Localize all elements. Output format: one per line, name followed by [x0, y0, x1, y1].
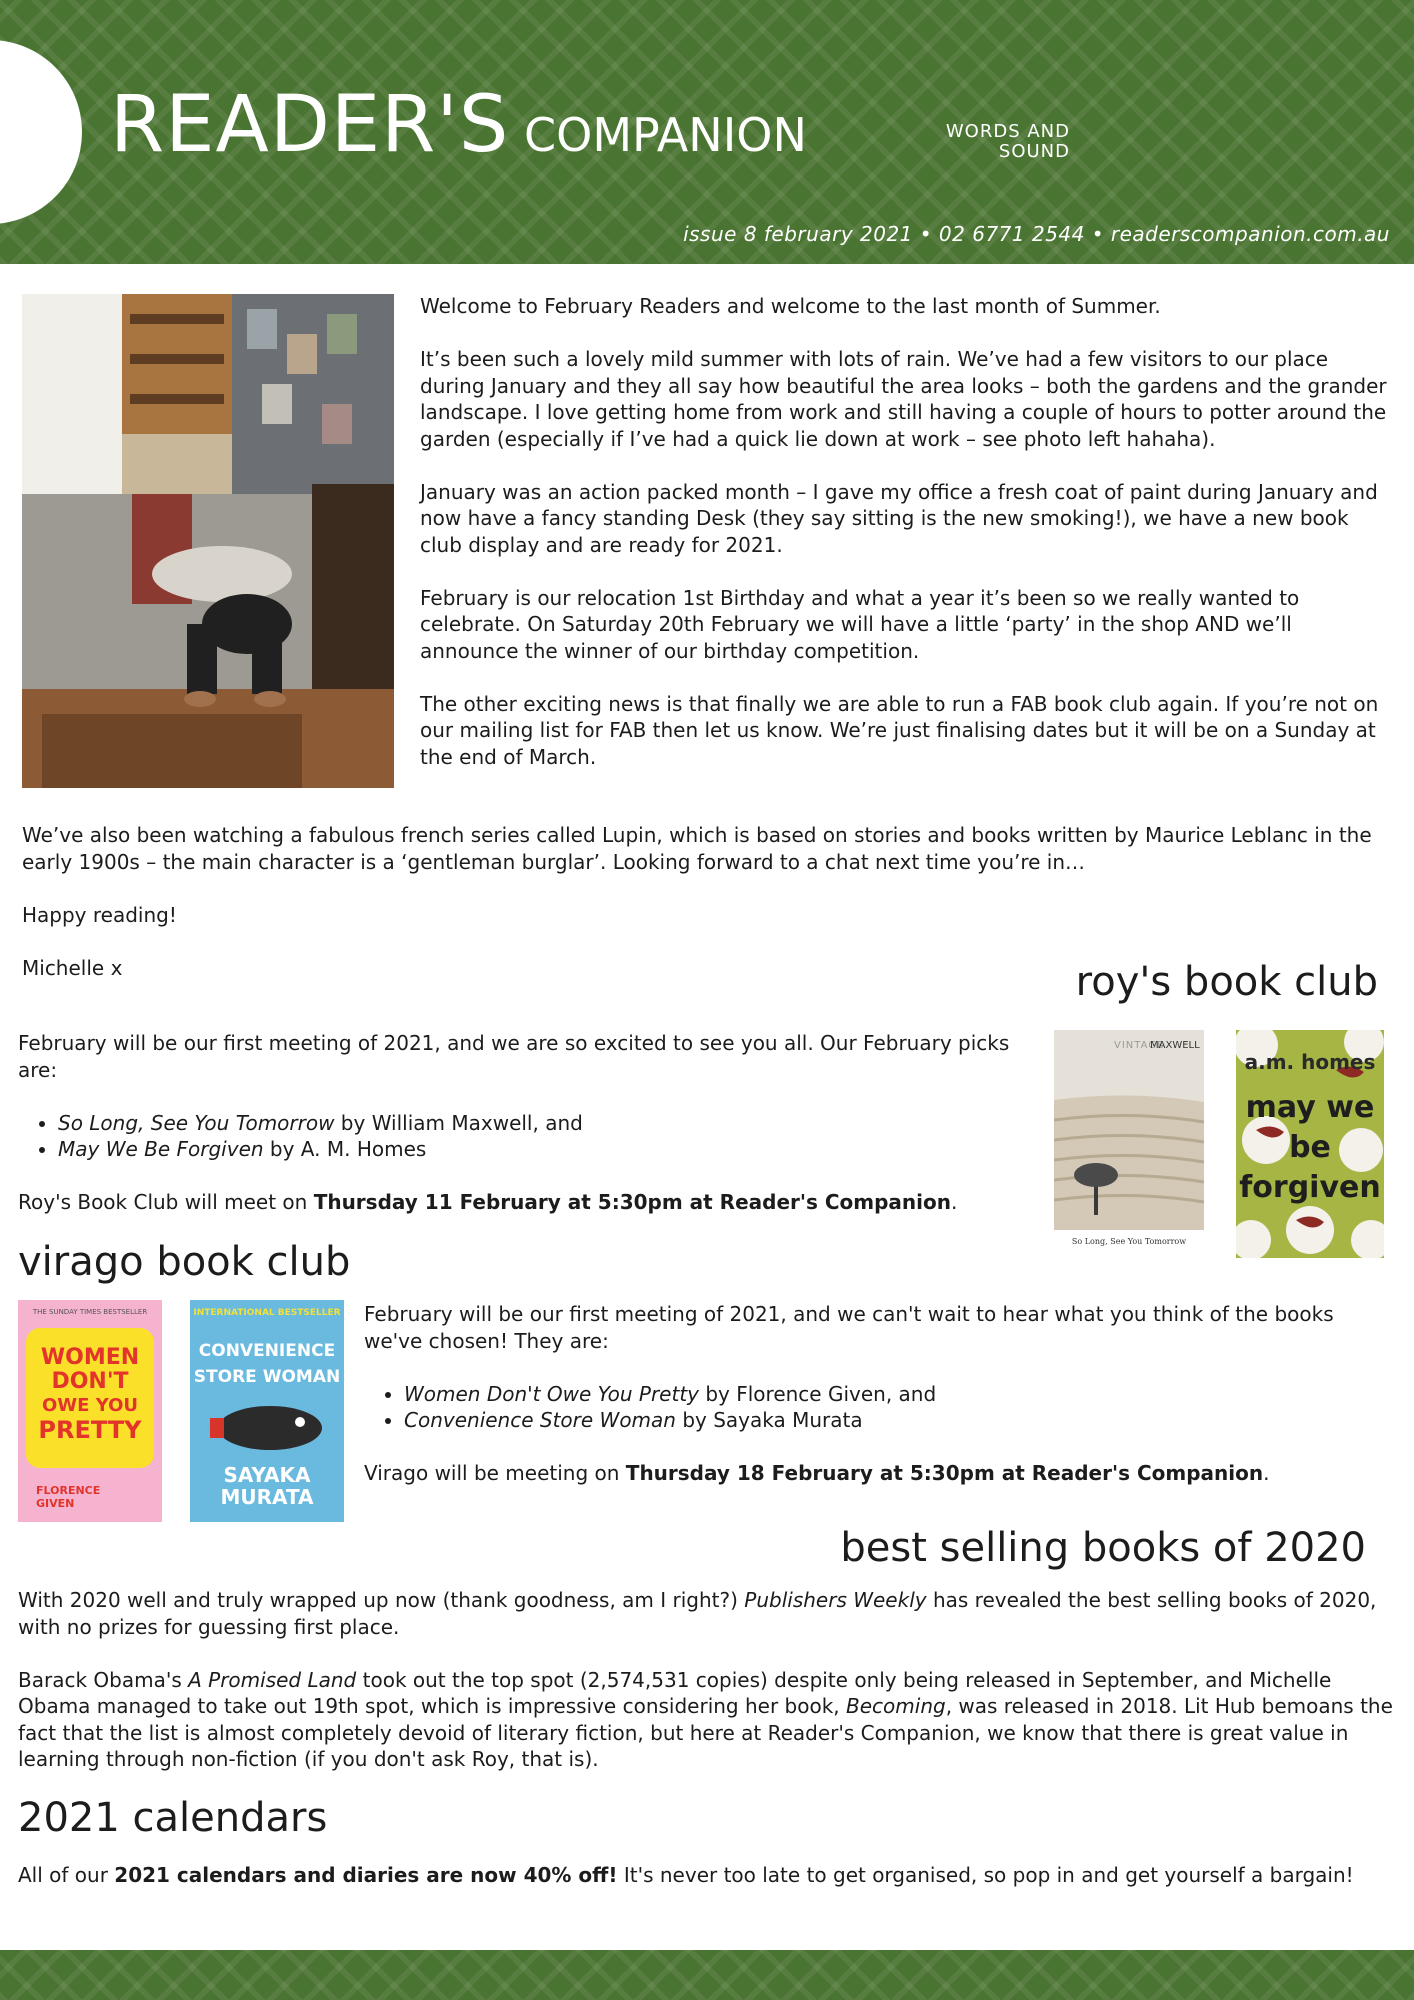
bestsellers-paragraph-2 — [18, 1667, 1394, 1773]
list-item — [58, 1136, 1028, 1163]
cover-author-line: GIVEN — [36, 1497, 75, 1510]
meeting-suffix: . — [1263, 1461, 1270, 1485]
list-item — [404, 1381, 1384, 1408]
calendars-heading: 2021 calendars — [18, 1795, 328, 1841]
cover-title — [1236, 1088, 1384, 1208]
bookshop-photo — [22, 294, 394, 788]
cover-author: MAXWELL — [1150, 1040, 1200, 1051]
meeting-prefix: Roy's Book Club will meet on — [18, 1190, 314, 1214]
calendars-paragraph — [18, 1862, 1394, 1889]
list-item — [404, 1407, 1384, 1434]
cover-tagline: INTERNATIONAL BESTSELLER — [193, 1308, 341, 1318]
roys-book-list — [18, 1110, 1028, 1163]
header-circle-decoration — [0, 40, 82, 224]
fish-icon — [190, 1398, 344, 1458]
list-item — [58, 1110, 1028, 1137]
cover-author — [190, 1464, 344, 1508]
meeting-details: Thursday 18 February at 5:30pm at Reader's Companion — [625, 1461, 1264, 1485]
welcome-column — [420, 293, 1394, 770]
bestsellers-heading: best selling books of 2020 — [840, 1525, 1366, 1571]
book-cover-convenience-store-woman — [190, 1300, 344, 1522]
masthead-subtitle: COMPANION — [524, 108, 807, 162]
roys-intro: February will be our first meeting of 2021, and we are so excited to see you all. Our February picks are: — [18, 1031, 1010, 1082]
book-title: Becoming — [846, 1694, 946, 1718]
roys-book-club-heading: roy's book club — [1075, 959, 1378, 1005]
cover-title-line: WOMEN — [40, 1345, 140, 1370]
bestsellers-body — [18, 1587, 1394, 1773]
cover-author-line: SAYAKA — [223, 1463, 311, 1487]
text-segment: took out the top spot (2,574,531 copies) despite only being released in September, and Michelle Obama managed to take out 19th spot, which is impressive considering her book, — [18, 1667, 1332, 1718]
publication-name: Publishers Weekly — [744, 1588, 927, 1612]
masthead-tagline — [860, 122, 1070, 162]
cover-title-line: forgiven — [1239, 1170, 1381, 1205]
book-cover-women-dont-owe-you-pretty — [18, 1300, 162, 1522]
book-title: So Long, See You Tomorrow — [58, 1110, 335, 1135]
cover-tagline: THE SUNDAY TIMES BESTSELLER — [32, 1308, 148, 1316]
cover-author-line: FLORENCE — [36, 1484, 101, 1497]
cover-publisher: VINTAGE — [1114, 1040, 1165, 1051]
text-segment: With 2020 well and truly wrapped up now (thank goodness, am I right?) — [18, 1588, 745, 1612]
roys-meeting-info — [18, 1189, 1028, 1216]
cover-title-line: CONVENIENCE — [198, 1341, 336, 1361]
virago-book-club-body — [364, 1301, 1384, 1487]
meeting-details: Thursday 11 February at 5:30pm at Reader's Companion — [313, 1190, 952, 1214]
cover-title-line: DON'T — [51, 1369, 129, 1394]
cover-title-line: may we — [1245, 1090, 1375, 1125]
masthead-title: READER'S — [110, 80, 510, 170]
welcome-continued — [22, 822, 1394, 981]
welcome-signoff: Michelle x — [22, 955, 123, 980]
text-segment: has revealed the best selling books of 2020, with no prizes for guessing first place. — [18, 1588, 1377, 1639]
welcome-paragraph-2: It’s been such a lovely mild summer with lots of rain. We’ve had a few visitors to our place during January and they all say how beautiful the area looks – both the gardens and the grander landscape. I love getting home from work and still having a couple of hours to potter around the garden (especially if I’ve had a quick lie down at work – see photo left hahaha). — [420, 347, 1387, 451]
book-author: by A. M. Homes — [263, 1137, 427, 1161]
text-segment: All of our — [18, 1863, 115, 1887]
cover-title — [18, 1346, 162, 1442]
welcome-paragraph-7: Happy reading! — [22, 902, 177, 927]
book-cover-may-we-be-forgiven — [1236, 1030, 1384, 1258]
book-title: Convenience Store Woman — [404, 1408, 676, 1432]
cover-title-line: STORE WOMAN — [193, 1367, 341, 1387]
tagline-line-1: WORDS AND — [945, 121, 1070, 142]
cover-caption: So Long, See You Tomorrow — [1071, 1237, 1187, 1246]
welcome-paragraph-6: We’ve also been watching a fabulous french series called Lupin, which is based on stories and books written by Maurice Leblanc in the early 1900s – the main character is a ‘gentleman burglar’. Looking forward to a chat next time you’re in… — [22, 823, 1372, 874]
welcome-paragraph-3: January was an action packed month – I gave my office a fresh coat of paint during January and now have a fancy standing Desk (they say sitting is the new smoking!), we have a new book club display and are ready for 2021. — [420, 479, 1378, 557]
cover-title-line: OWE YOU — [41, 1395, 139, 1416]
cover-title — [190, 1338, 344, 1390]
calendars-body — [18, 1862, 1394, 1889]
cover-title-line: PRETTY — [38, 1416, 142, 1444]
issue-info: issue 8 february 2021 • 02 6771 2544 • readerscompanion.com.au — [683, 222, 1390, 246]
newsletter-footer-band — [0, 1950, 1414, 2000]
book-title: A Promised Land — [188, 1667, 357, 1692]
virago-meeting-info — [364, 1460, 1384, 1487]
cover-title-line: be — [1289, 1130, 1331, 1165]
cover-author: a.m. homes — [1244, 1050, 1376, 1074]
book-author: by Florence Given, and — [699, 1381, 937, 1406]
so-long-cover-art — [1054, 1030, 1204, 1252]
book-title: Women Don't Owe You Pretty — [404, 1381, 699, 1406]
text-segment: Barack Obama's — [18, 1667, 189, 1692]
virago-book-list — [364, 1381, 1384, 1434]
book-author: by Sayaka Murata — [675, 1408, 863, 1432]
virago-book-club-heading: virago book club — [18, 1239, 351, 1285]
text-segment: , was released in 2018. Lit Hub bemoans the fact that the list is almost completely devoid of literary fiction, but here at Reader's Companion, we know that there is great value in learning through non-fiction (if you don't ask Roy, that is). — [18, 1694, 1393, 1771]
welcome-paragraph-4: February is our relocation 1st Birthday and what a year it’s been so we really wanted to celebrate. On Saturday 20th February we will have a little ‘party’ in the shop AND we’ll announce the winner of our birthday competition. — [420, 585, 1300, 663]
book-cover-so-long — [1054, 1030, 1204, 1252]
virago-intro: February will be our first meeting of 2021, and we can't wait to hear what you think of the books we've chosen! They are: — [364, 1302, 1334, 1353]
welcome-paragraph-5: The other exciting news is that finally we are able to run a FAB book club again. If you’re not on our mailing list for FAB then let us know. We’re just finalising dates but it will be on a Sunday at the end of March. — [420, 691, 1379, 769]
book-title: May We Be Forgiven — [58, 1137, 264, 1161]
text-segment: It's never too late to get organised, so pop in and get yourself a bargain! — [617, 1863, 1354, 1887]
bookshop-photo-illustration — [22, 294, 394, 788]
tagline-line-2: SOUND — [998, 141, 1070, 162]
calendars-offer: 2021 calendars and diaries are now 40% off! — [114, 1863, 618, 1887]
book-author: by William Maxwell, and — [334, 1110, 583, 1135]
meeting-suffix: . — [951, 1190, 958, 1214]
cover-author — [36, 1484, 100, 1510]
roys-book-club-body — [18, 1030, 1028, 1216]
cover-author-line: MURATA — [220, 1485, 314, 1509]
newsletter-header — [0, 0, 1414, 264]
meeting-prefix: Virago will be meeting on — [364, 1461, 626, 1485]
bestsellers-paragraph-1 — [18, 1587, 1394, 1640]
welcome-paragraph-1: Welcome to February Readers and welcome to the last month of Summer. — [420, 294, 1161, 318]
